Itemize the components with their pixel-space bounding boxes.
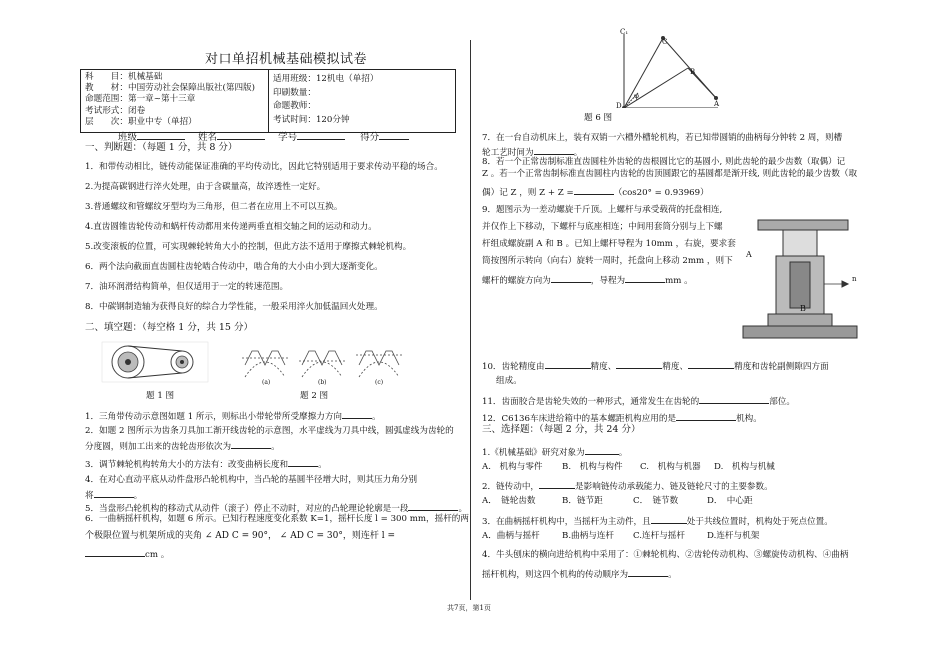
column-divider	[470, 40, 471, 600]
score-label: 得分	[360, 132, 380, 143]
section3-heading: 三、选择题：（每题 2 分，共 24 分）	[482, 424, 641, 435]
fig1-caption: 题 1 图	[146, 391, 175, 401]
s1-item-1: 1．和带传动相比，链传动能保证准确的平均传动比，因此它特别适用于要求传动平稳的场合。	[85, 162, 443, 172]
info-scope: 命题范围：第一章~第十三章	[85, 94, 196, 104]
s3-q3-opt-b[interactable]: B.曲柄与连杆	[562, 531, 615, 541]
s3-q4-blank[interactable]	[628, 567, 668, 577]
q10-line2: 组成。	[496, 376, 522, 386]
fig9-label-a: A	[746, 250, 752, 259]
q7-line1: 7．在一台自动机床上，装有双销一六槽外槽轮机构，若已知带圆销的曲柄每分钟转 2 周，则槽	[482, 133, 843, 143]
info-teacher: 命题教师：	[273, 101, 316, 111]
section1-heading: 一、判断题：（每题 1 分，共 8 分）	[85, 142, 238, 153]
s3-q1: 1.《机械基础》研究对象为 。	[482, 445, 627, 459]
s3-q3-opt-c[interactable]: C.连杆与摇杆	[633, 531, 685, 541]
fig6-label-c: C	[662, 38, 668, 46]
q9-dir-blank[interactable]	[551, 273, 591, 283]
s3-q1-opt-b[interactable]: B. 机构与构件	[562, 462, 623, 472]
s1-item-6: 6．两个法向截面直齿圆柱齿轮啮合传动中，啮合角的大小由小到大逐渐变化。	[85, 262, 383, 272]
s3-q2-opt-b[interactable]: B．链节距	[562, 496, 603, 506]
s1-item-8: 8．中碳钢制造轴为获得良好的综合力学性能，一般采用淬火加低温回火处理。	[85, 302, 383, 312]
s3-q1-opt-a[interactable]: A. 机构与零件	[482, 462, 543, 472]
class-label: 班级	[118, 132, 138, 143]
q7-line2: 轮工艺时间为 。	[482, 145, 582, 159]
s2-q6-blank[interactable]	[85, 547, 145, 557]
s1-item-5: 5.改变滚板的位置，可实现棘轮转角大小的控制，但此方法不适用于摩擦式棘轮机构。	[85, 242, 412, 252]
q9-line4: 筒按图所示转向（向右）旋转一周时，托盘向上移动 2mm ，则下	[482, 256, 733, 266]
info-textbook: 教 材：中国劳动社会保障出版社(第四版)	[85, 83, 255, 93]
fig2-label-a: (a)	[262, 379, 271, 386]
fig6-label-b: B	[690, 68, 696, 76]
s2-q4-blank[interactable]	[94, 488, 134, 498]
s3-q3-opt-d[interactable]: D.连杆与机架	[707, 531, 760, 541]
s3-q4b: 摇杆机构，则这四个机构的传动顺序为 。	[482, 567, 677, 581]
name-label: 姓名	[198, 132, 218, 143]
s2-q3-blank[interactable]	[288, 457, 318, 467]
s2-item-4: 4．在对心直动平底从动件盘形凸轮机构中，当凸轮的基圆半径增大时，则其压力角分别	[85, 475, 418, 485]
s2-item-2b: 分度圆，则加工出来的齿轮齿形依次为 。	[85, 439, 280, 453]
q8-line3: 偶）记 Z ，则 Z + Z = （cos20° = 0.93969）	[482, 185, 709, 199]
q9-line3: 杆组成螺旋副 A 和 B 。已知上螺杆导程为 10mm ，右旋，要求套	[482, 239, 736, 249]
s2-q5-blank[interactable]	[408, 501, 458, 511]
s2-item-6c: cm 。	[85, 547, 169, 561]
info-print: 印刷数量：	[273, 88, 316, 98]
q9-line5: 螺杆的螺旋方向为 ，导程为 mm 。	[482, 273, 693, 287]
s2-q1-blank[interactable]	[342, 409, 372, 419]
s1-item-4: 4.直齿圆锥齿轮传动和蜗杆传动都用来传递两垂直相交轴之间的运动和动力。	[85, 222, 377, 232]
name-blank[interactable]	[217, 130, 265, 140]
s3-q1-opt-c[interactable]: C. 机构与机器	[640, 462, 701, 472]
differential-jack-figure	[738, 212, 868, 342]
s2-item-6: 6．一曲柄摇杆机构，如题 6 所示。已知行程速度变化系数 K=1，摇杆长度 l = 300 mm，摇杆的两	[85, 514, 469, 524]
q10-line1: 10．齿轮精度由 精度、 精度、 精度和齿轮副侧隙四方面	[482, 359, 829, 373]
info-level: 层 次：职业中专（单招）	[85, 117, 197, 127]
page-footer: 共7页，第1页	[447, 604, 491, 612]
class-blank[interactable]	[137, 130, 185, 140]
s3-q1-blank[interactable]	[585, 445, 619, 455]
page-title: 对口单招机械基础模拟试卷	[205, 52, 368, 67]
q10-blank-1[interactable]	[545, 359, 591, 369]
s3-q2-blank[interactable]	[539, 479, 575, 489]
s3-q3-opt-a[interactable]: A．曲柄与摇杆	[482, 531, 540, 541]
s2-item-6b: 个极限位置与机架所成的夹角 ∠ AD C = 90°， ∠ AD C = 30°，则连杆 l =	[85, 531, 396, 541]
q7-blank[interactable]	[534, 145, 574, 155]
q9-line1: 9．题图示为一差动螺旋千斤顶。上螺杆与承受载荷的托盘相连,	[482, 205, 723, 215]
q11-blank[interactable]	[699, 394, 769, 404]
q8-line1: 8．若一个正常齿制标准直齿圆柱外齿轮的齿根圆比它的基圆小, 则此齿轮的最少齿数（取偶）记	[482, 157, 846, 167]
q10-blank-3[interactable]	[688, 359, 734, 369]
q10-blank-2[interactable]	[616, 359, 662, 369]
s3-q2-opt-d[interactable]: D． 中心距	[707, 496, 753, 506]
s2-item-1: 1．三角带传动示意图如题 1 所示，则标出小带轮带所受摩擦力方向 。	[85, 409, 381, 423]
q12-blank[interactable]	[676, 411, 736, 421]
section2-heading: 二、填空题：（每空格 1 分，共 15 分）	[85, 322, 253, 333]
s2-q2-blank[interactable]	[231, 439, 271, 449]
s3-q3: 3．在曲柄摇杆机构中，当摇杆为主动件，且 处于共线位置时，机构处于死点位置。	[482, 514, 833, 528]
fig6-caption: 题 6 图	[584, 113, 613, 123]
q11: 11．齿面胶合是齿轮失效的一种形式，通常发生在齿轮的 部位。	[482, 394, 795, 408]
fig2-caption: 题 2 图	[300, 391, 329, 401]
info-class: 适用班级：12机电（单招）	[273, 74, 379, 84]
q8-blank[interactable]	[574, 185, 614, 195]
info-subject: 科 目：机械基础	[85, 72, 163, 82]
s2-item-5: 5．当盘形凸轮机构的移动式从动件（滚子）停止不动时，对应的凸轮理论轮廓是一段 。	[85, 501, 467, 515]
fig6-label-phi: φ	[634, 92, 639, 100]
s3-q2: 2．链传动中， 是影响链传动承载能力、链及链轮尺寸的主要参数。	[482, 479, 773, 493]
id-blank[interactable]	[297, 130, 345, 140]
belt-drive-figure	[100, 337, 210, 387]
fig2-label-b: (b)	[318, 379, 327, 386]
fig9-label-b: B	[800, 304, 806, 313]
q8-line2: Z 。若一个正常齿制标准直齿圆柱内齿轮的齿顶圆跟它的基圆都是渐开线, 则此齿轮的最少齿数（取	[482, 169, 858, 179]
fig6-label-d: D	[616, 102, 622, 110]
id-label: 学号	[278, 132, 298, 143]
s3-q4: 4．牛头刨床的横向进给机构中采用了：①棘轮机构、②齿轮传动机构、③螺旋传动机构、④曲柄	[482, 550, 849, 560]
q9-line2: 并仅作上下移动，下螺杆与底座相连；中间用套筒分别与上下螺	[482, 222, 723, 232]
fig9-label-n: n	[852, 275, 857, 283]
fig6-label-c1: C₁	[620, 28, 629, 36]
exam-info-box	[80, 69, 456, 133]
s1-item-2: 2.为提高碳钢进行淬火处理，由于含碳量高，故淬透性一定好。	[85, 182, 326, 192]
info-time: 考试时间：120分钟	[273, 115, 350, 125]
s2-item-3: 3．调节棘轮机构转角大小的方法有：改变曲柄长度和 。	[85, 457, 327, 471]
info-form: 考试形式：闭卷	[85, 106, 146, 116]
s3-q2-opt-a[interactable]: A． 链轮齿数	[482, 496, 536, 506]
score-blank[interactable]	[379, 130, 409, 140]
s1-item-3: 3.普通螺纹和管螺纹牙型均为三角形，但二者在应用上不可以互换。	[85, 202, 343, 212]
fig6-label-a: A	[714, 100, 720, 108]
s3-q3-blank[interactable]	[651, 514, 687, 524]
s2-item-2: 2．如题 2 图所示为齿条刀具加工渐开线齿轮的示意图，水平虚线为刀具中线，圆弧虚线为齿轮的	[85, 426, 454, 436]
fig2-label-c: (c)	[375, 379, 384, 386]
s1-item-7: 7．油环润滑结构简单，但仅适用于一定的转速范围。	[85, 282, 289, 292]
s2-item-4b: 将 。	[85, 488, 142, 502]
q9-lead-blank[interactable]	[625, 273, 665, 283]
q12: 12．C6136车床进给箱中的基本螺距机构应用的是 机构。	[482, 411, 762, 425]
s3-q1-opt-d[interactable]: D. 机构与机械	[714, 462, 775, 472]
s3-q2-opt-c[interactable]: C． 链节数	[633, 496, 679, 506]
